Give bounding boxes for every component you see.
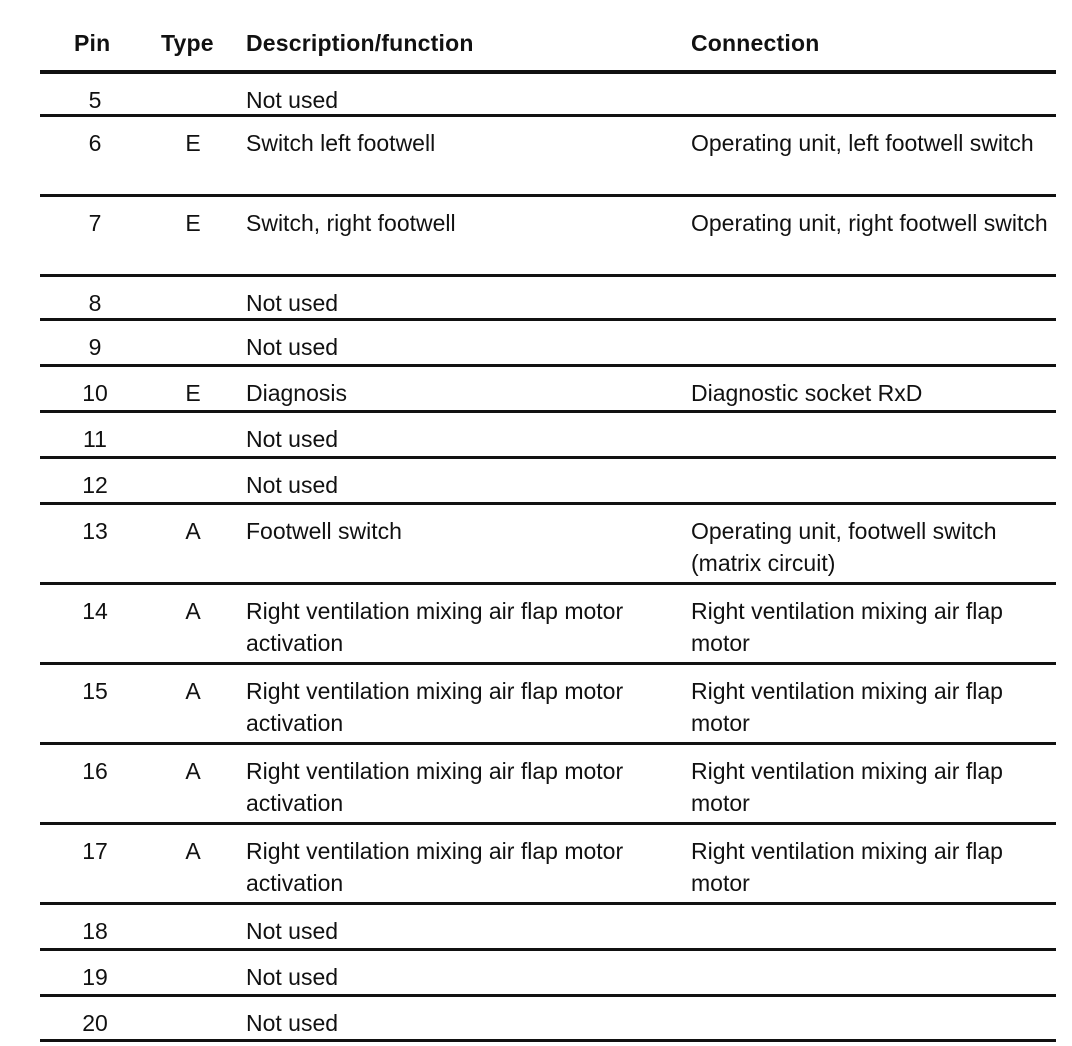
pin-cell: 16 — [82, 758, 108, 784]
table-row — [40, 321, 1056, 367]
pin-cell: 7 — [88, 210, 102, 236]
description-cell: Switch, right footwell — [246, 210, 456, 236]
description-cell: Not used — [246, 426, 339, 452]
table-row — [40, 585, 1056, 665]
connection-cell: Right ventilation mixing air flap motor — [691, 758, 1003, 816]
table-row — [40, 997, 1056, 1042]
description-cell: Right ventilation mixing air flap motor activation — [246, 598, 624, 656]
type-cell: E — [185, 380, 201, 406]
connection-cell: Diagnostic socket RxD — [691, 380, 923, 406]
type-cell: E — [185, 210, 201, 236]
connection-cell: Right ventilation mixing air flap motor — [691, 838, 1003, 896]
description-cell: Not used — [246, 87, 339, 113]
description-cell: Not used — [246, 290, 339, 316]
table-row — [40, 951, 1056, 997]
pin-cell: 11 — [83, 426, 107, 452]
header-pin: Pin — [74, 30, 111, 56]
table-row — [40, 277, 1056, 321]
description-cell: Footwell switch — [246, 518, 402, 544]
description-cell: Switch left footwell — [246, 130, 436, 156]
description-cell: Not used — [246, 1010, 339, 1036]
description-cell: Right ventilation mixing air flap motor activation — [246, 758, 624, 816]
pin-cell: 9 — [88, 334, 102, 360]
type-cell: A — [185, 758, 201, 784]
table-row — [40, 665, 1056, 745]
type-cell: A — [185, 678, 201, 704]
description-cell: Diagnosis — [246, 380, 347, 406]
type-cell: E — [185, 130, 201, 156]
table-row — [40, 367, 1056, 413]
pin-cell: 5 — [88, 87, 102, 113]
connection-cell: Right ventilation mixing air flap motor — [691, 678, 1003, 736]
pin-cell: 15 — [82, 678, 108, 704]
pin-cell: 20 — [82, 1010, 108, 1036]
header-description: Description/function — [246, 30, 474, 56]
pin-assignment-table — [40, 0, 1056, 1042]
table-row — [40, 505, 1056, 585]
table-row — [40, 905, 1056, 951]
connection-cell: Operating unit, footwell switch (matrix circuit) — [691, 518, 997, 576]
table-row — [40, 825, 1056, 905]
table-header — [40, 0, 1056, 70]
table-row — [40, 459, 1056, 505]
table-row — [40, 413, 1056, 459]
pin-cell: 19 — [82, 964, 108, 990]
table-row — [40, 197, 1056, 277]
description-cell: Right ventilation mixing air flap motor activation — [246, 678, 624, 736]
type-cell: A — [185, 518, 201, 544]
table-row — [40, 745, 1056, 825]
connection-cell: Operating unit, right footwell switch — [691, 210, 1048, 236]
description-cell: Not used — [246, 472, 339, 498]
pin-cell: 12 — [82, 472, 108, 498]
table-row — [40, 74, 1056, 117]
pin-cell: 17 — [82, 838, 108, 864]
table-body — [40, 74, 1056, 1042]
type-cell: A — [185, 598, 201, 624]
pin-cell: 10 — [82, 380, 108, 406]
pin-cell: 14 — [82, 598, 108, 624]
pin-cell: 6 — [88, 130, 102, 156]
pin-cell: 18 — [82, 918, 108, 944]
header-type: Type — [161, 30, 214, 56]
type-cell: A — [185, 838, 201, 864]
description-cell: Right ventilation mixing air flap motor activation — [246, 838, 624, 896]
connection-cell: Operating unit, left footwell switch — [691, 130, 1034, 156]
pin-cell: 8 — [88, 290, 102, 316]
description-cell: Not used — [246, 918, 339, 944]
table-row — [40, 117, 1056, 197]
description-cell: Not used — [246, 334, 339, 360]
pin-cell: 13 — [82, 518, 108, 544]
connection-cell: Right ventilation mixing air flap motor — [691, 598, 1003, 656]
description-cell: Not used — [246, 964, 339, 990]
header-connection: Connection — [691, 30, 820, 56]
